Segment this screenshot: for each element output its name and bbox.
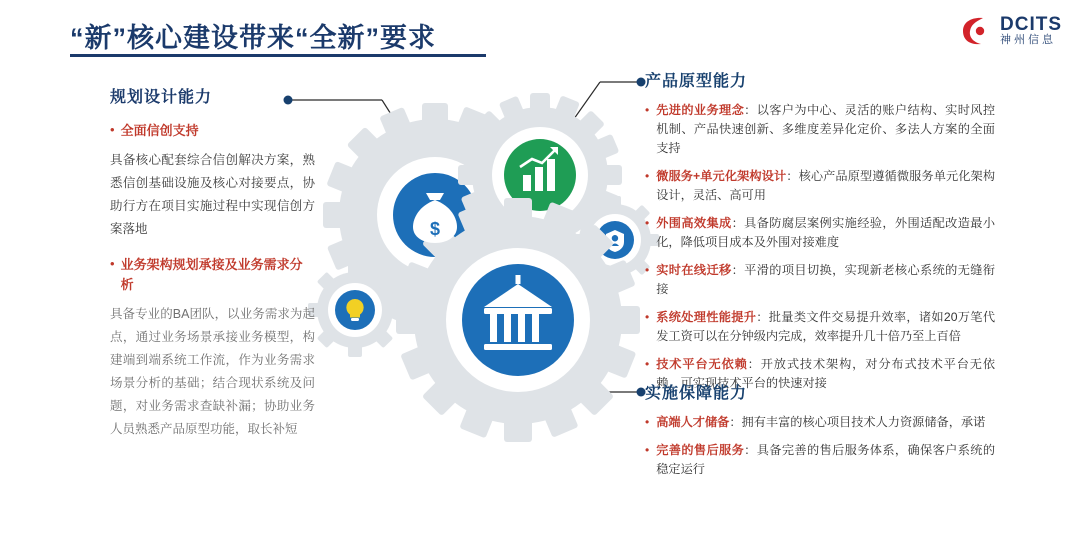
left-item-0-body: 具备核心配套综合信创解决方案，熟悉信创基础设施及核心对接要点，协助行方在项目实施过程中实现信创方案落地: [110, 153, 315, 236]
list-item: [645, 308, 995, 346]
bullet-dot-icon: •: [645, 357, 650, 371]
right-section-1-heading: 产品原型能力: [645, 73, 748, 90]
list-item-sep: ：: [729, 415, 742, 429]
left-section-heading: 规划设计能力: [110, 89, 213, 106]
list-item-body: 具备防腐层案例实施经验，外围适配改造最小化，降低项目成本及外围对接难度: [656, 216, 996, 249]
left-column: [110, 84, 315, 441]
list-item-text: [656, 101, 995, 158]
page-title: “新”核心建设带来“全新”要求: [70, 23, 436, 53]
list-item-text: [656, 214, 995, 252]
left-item-1-head: 业务架构规划承接及业务需求分析: [120, 257, 303, 292]
list-item-body: 批量类文件交易提升效率，诸如20万笔代发工资可以在分钟级内完成，效率提升几十倍乃至上百倍: [656, 310, 996, 343]
list-item-sep: ：: [786, 169, 799, 183]
list-item-body: 以客户为中心、灵活的账户结构、实时风控机制、产品快速创新、多维度差异化定价、多法人方案的全面支持: [656, 103, 996, 155]
bullet-dot-icon: •: [645, 443, 650, 457]
list-item-text: [656, 261, 995, 299]
right-section-1-list: [645, 101, 995, 393]
list-item-text: [656, 308, 995, 346]
left-item-1-head-row: [110, 255, 315, 295]
right-column-product: [645, 68, 995, 402]
bullet-dot-icon: •: [110, 122, 115, 137]
list-item-head: 微服务+单元化架构设计: [656, 169, 787, 183]
list-item-head: 完善的售后服务: [656, 443, 745, 457]
title-underline: [70, 54, 486, 57]
list-item-head: 外围高效集成: [656, 216, 732, 230]
right-section-2-heading: 实施保障能力: [645, 385, 748, 402]
logo-text-en: DCITS: [1000, 14, 1062, 36]
logo-text-cn: 神州信息: [1000, 34, 1056, 47]
bullet-dot-icon: •: [645, 310, 650, 324]
list-item-sep: ：: [747, 357, 761, 371]
list-item: [645, 101, 995, 158]
bullet-dot-icon: •: [645, 103, 650, 117]
list-item-head: 技术平台无依赖: [656, 357, 748, 371]
list-item-text: [656, 441, 995, 479]
left-item-0-head: 全面信创支持: [120, 123, 199, 138]
bullet-dot-icon: •: [645, 415, 650, 429]
list-item: [645, 441, 995, 479]
svg-text:$: $: [429, 219, 441, 239]
list-item-sep: ：: [744, 103, 757, 117]
list-item-head: 实时在线迁移: [656, 263, 732, 277]
logo-mark-icon: [959, 14, 993, 48]
list-item-text: [656, 167, 995, 205]
list-item-sep: ：: [731, 263, 745, 277]
list-item-sep: ：: [731, 216, 745, 230]
bullet-dot-icon: •: [645, 216, 650, 230]
list-item-head: 高端人才储备: [656, 415, 730, 429]
list-item: [645, 214, 995, 252]
list-item: [645, 413, 995, 432]
list-item-body: 平滑的项目切换，实现新老核心系统的无缝衔接: [656, 263, 996, 296]
brand-logo: [959, 14, 1062, 48]
list-item-body: 核心产品原型遵循微服务单元化架构设计，灵活、高可用: [656, 169, 996, 202]
list-item: [645, 167, 995, 205]
list-item-head: 系统处理性能提升: [656, 310, 757, 324]
list-item-sep: ：: [756, 310, 769, 324]
bullet-dot-icon: •: [110, 256, 115, 271]
gear-illustration: [300, 70, 660, 490]
right-column-implementation: [645, 380, 995, 488]
right-section-2-list: [645, 413, 995, 479]
list-item-body: 拥有丰富的核心项目技术人力资源储备，承诺: [741, 415, 986, 429]
list-item-text: [656, 413, 985, 432]
bullet-dot-icon: •: [645, 169, 650, 183]
logo-text: [1000, 15, 1062, 46]
list-item: [645, 261, 995, 299]
list-item-body: 具备完善的售后服务体系，确保客户系统的稳定运行: [656, 443, 996, 476]
list-item-sep: ：: [744, 443, 757, 457]
list-item-body: 开放式技术架构，对分布式技术平台无依赖，可实现技术平台的快速对接: [656, 357, 996, 390]
left-item-1-body: 具备专业的BA团队，以业务需求为起点，通过业务场景承接业务模型，构建端到端系统工作流，作为业务需求场景分析的基础；结合现状系统及问题，对业务需求查缺补漏；协助业务人员熟悉产品原型功能，取长补短: [110, 307, 315, 436]
list-item-head: 先进的业务理念: [656, 103, 745, 117]
left-item-0-head-row: [110, 121, 315, 141]
bullet-dot-icon: •: [645, 263, 650, 277]
